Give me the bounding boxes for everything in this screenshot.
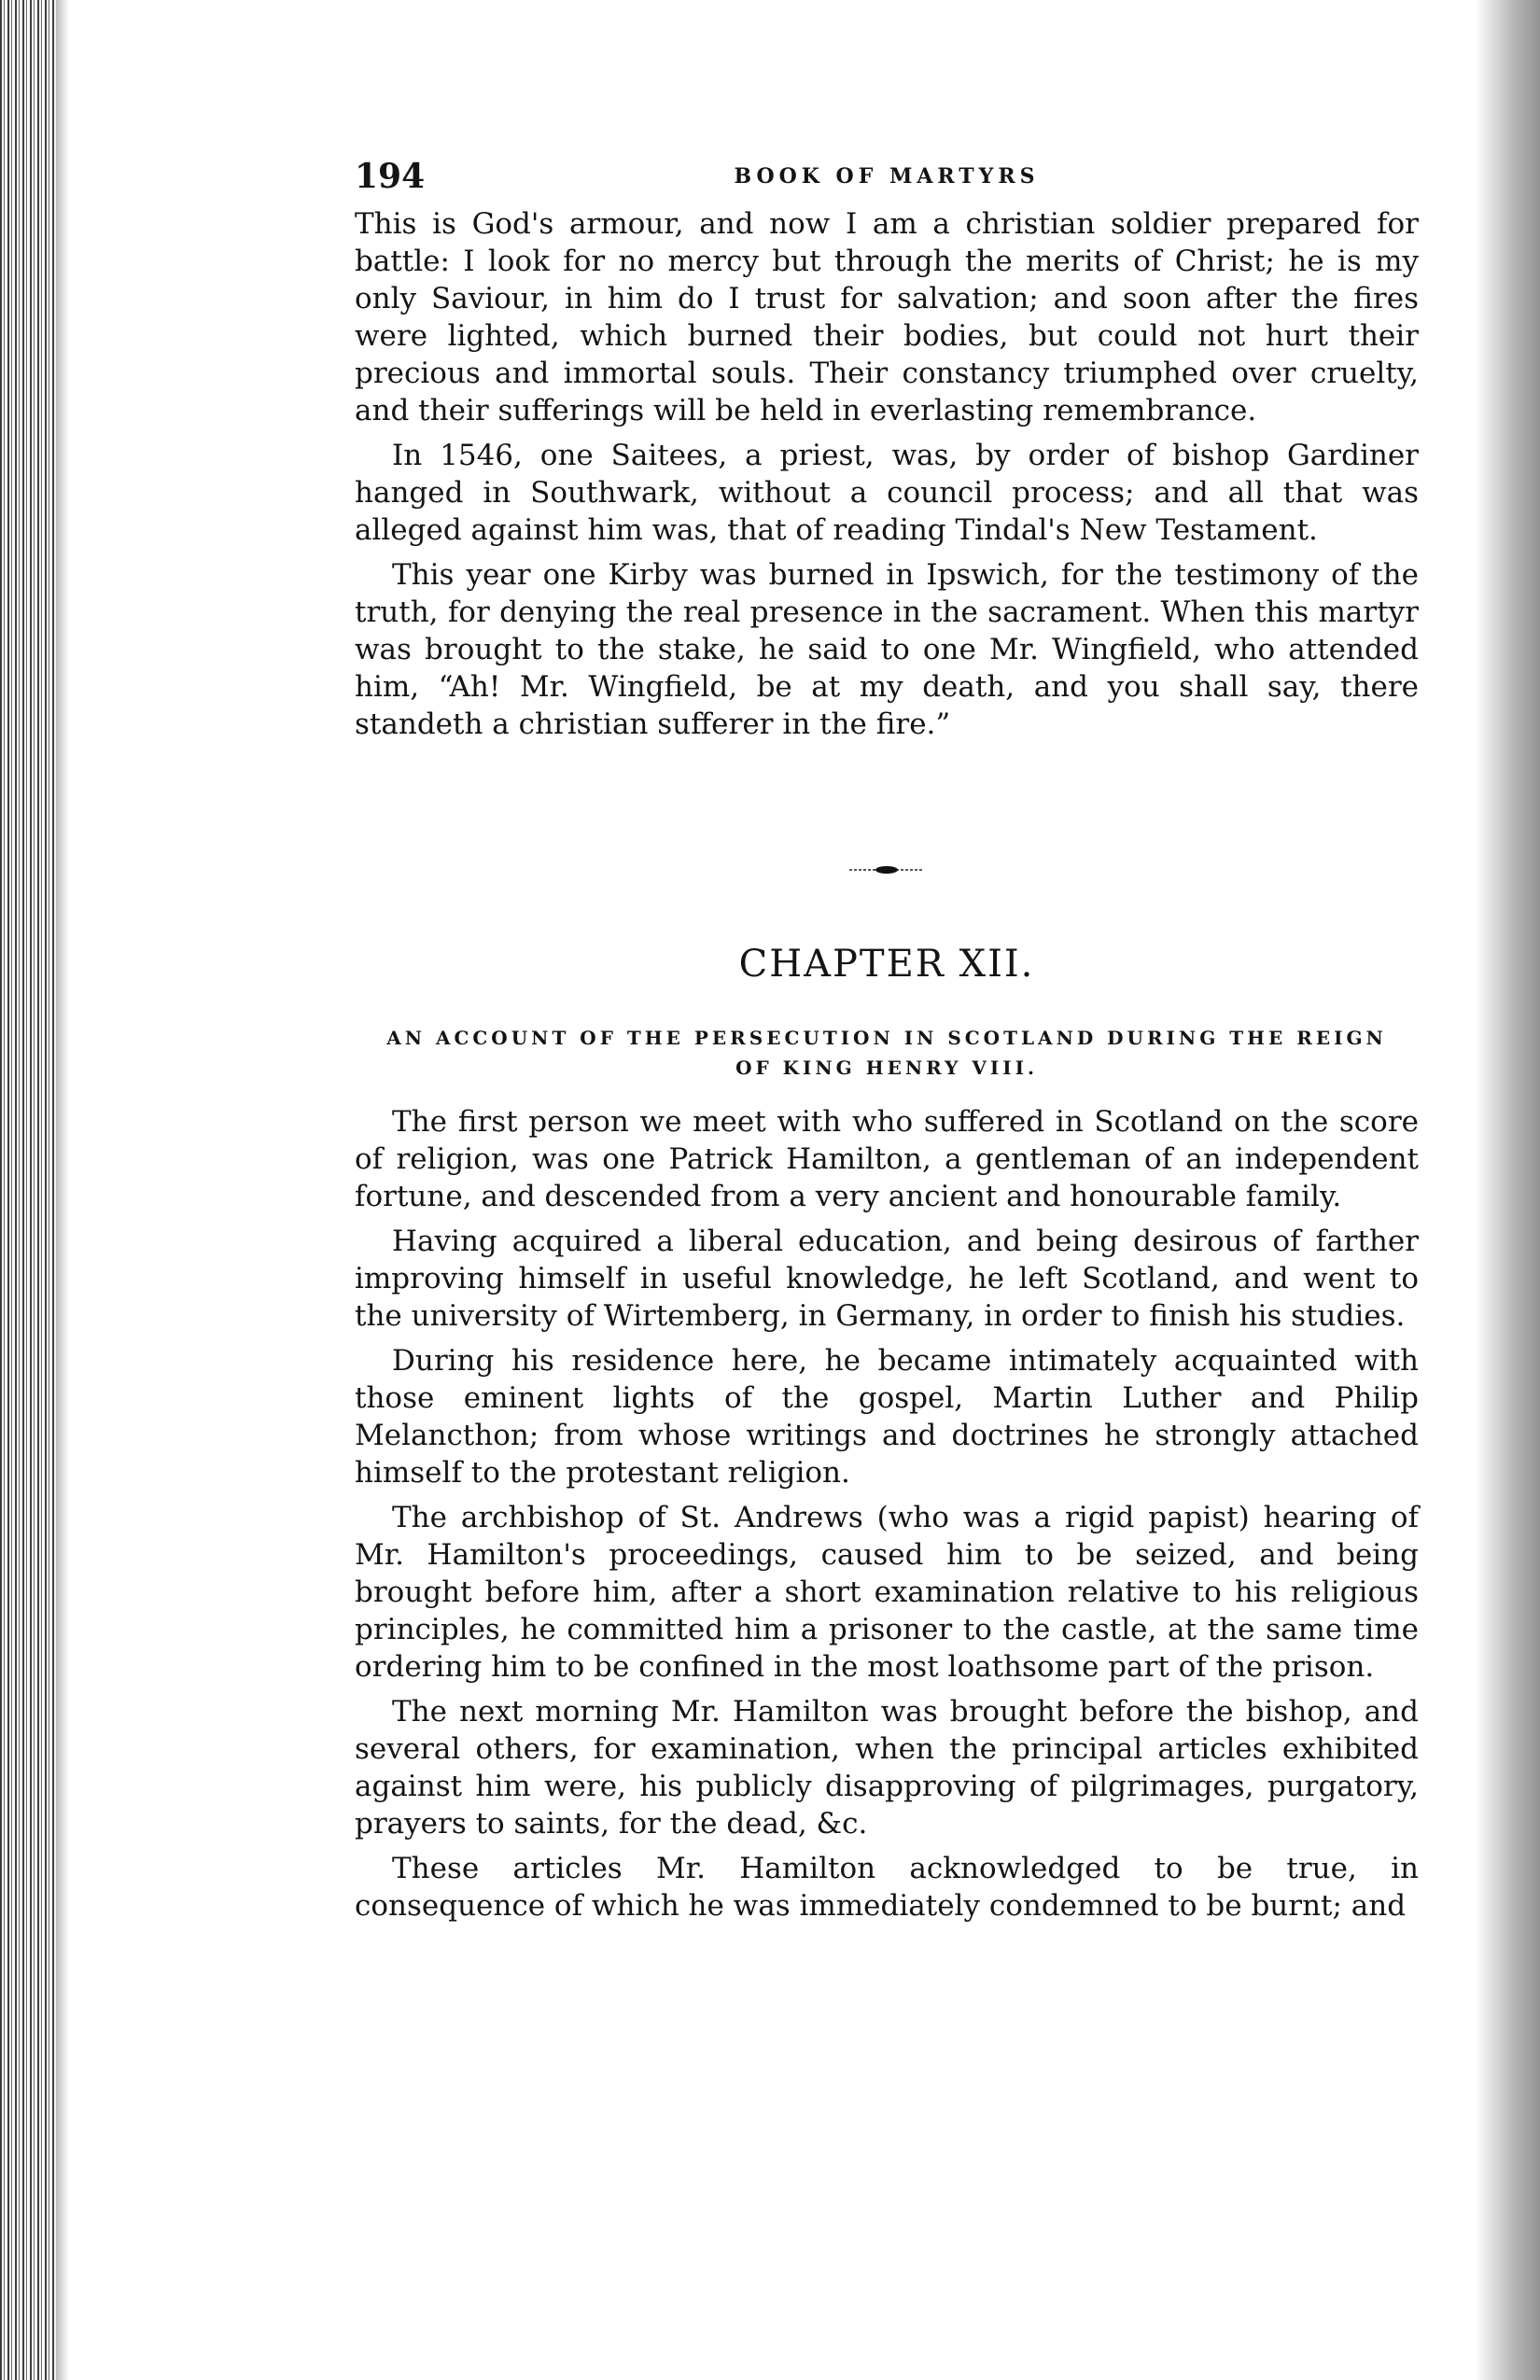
book-spine-edge [0,0,56,2380]
paragraph-education: Having acquired a liberal education, and being desirous of farther improving himself in useful knowledge, he left Scotland, and went to the university of Wirtemberg, in Germany, in order to finish his studies. [355,1225,1419,1333]
chapter-subtitle-line-2: OF KING HENRY VIII. [735,1057,1038,1079]
running-title: BOOK OF MARTYRS [734,164,1040,189]
page-edge-shadow [1475,0,1540,2380]
paragraph-armour: This is God's armour, and now I am a christian soldier prepared for battle: I look for no mercy but through the merits of Christ; he is my only Saviour, in him do I trust for salvation; and soon after the fires were lighted, which burned their bodies, but could not hurt their precious and immortal souls. Their constancy triumphed over cruelty, and their sufferings will be held in everlasting remembrance. [355,207,1419,427]
paragraph-hamilton-intro: The first person we meet with who suffered in Scotland on the score of religion, was one Patrick Hamilton, a gentleman of an independent fortune, and descended from a very ancient and honourable family. [355,1105,1419,1213]
paragraph-archbishop: The archbishop of St. Andrews (who was a rigid papist) hearing of Mr. Hamilton's proceedings, caused him to be seized, and being brought before him, after a short examination relative to his religious principles, he committed him a prisoner to the castle, at the same time ordering him to be confined in the most loathsome part of the prison. [355,1501,1419,1684]
paragraph-residence: During his residence here, he became intimately acquainted with those eminent lights of the gospel, Martin Luther and Philip Melancthon; from whose writings and doctrines he strongly attached himself to the protestant religion. [355,1344,1419,1490]
page-content [355,157,1419,1932]
gutter-shadow [56,0,69,2380]
page-number: 194 [355,157,426,196]
chapter-subtitle-line-1: AN ACCOUNT OF THE PERSECUTION IN SCOTLAND DURING THE REIGN [386,1027,1387,1049]
paragraph-examination: The next morning Mr. Hamilton was brought before the bishop, and several others, for examination, when the principal articles exhibited against him were, his publicly disapproving of pilgrimages, purgatory, prayers to saints, for the dead, &c. [355,1695,1419,1841]
paragraph-kirby: This year one Kirby was burned in Ipswich, for the testimony of the truth, for denying the real presence in the sacrament. When this martyr was brought to the stake, he said to one Mr. Wingfield, who attended him, “Ah! Mr. Wingfield, be at my death, and you shall say, there standeth a christian sufferer in the fire.” [355,558,1419,741]
paragraph-condemned: These articles Mr. Hamilton acknowledged to be true, in consequence of which he was immediately condemned to be burnt; and [355,1852,1419,1923]
running-head [355,157,1419,205]
paragraph-saitees: In 1546, one Saitees, a priest, was, by order of bishop Gardiner hanged in Southwark, without a council process; and all that was alleged against him was, that of reading Tindal's New Testament. [355,439,1419,547]
section-ornament [355,862,1419,890]
chapter-subtitle [355,1023,1419,1083]
ornament-flourish-icon [849,863,924,876]
chapter-title: CHAPTER XII. [738,943,1035,986]
